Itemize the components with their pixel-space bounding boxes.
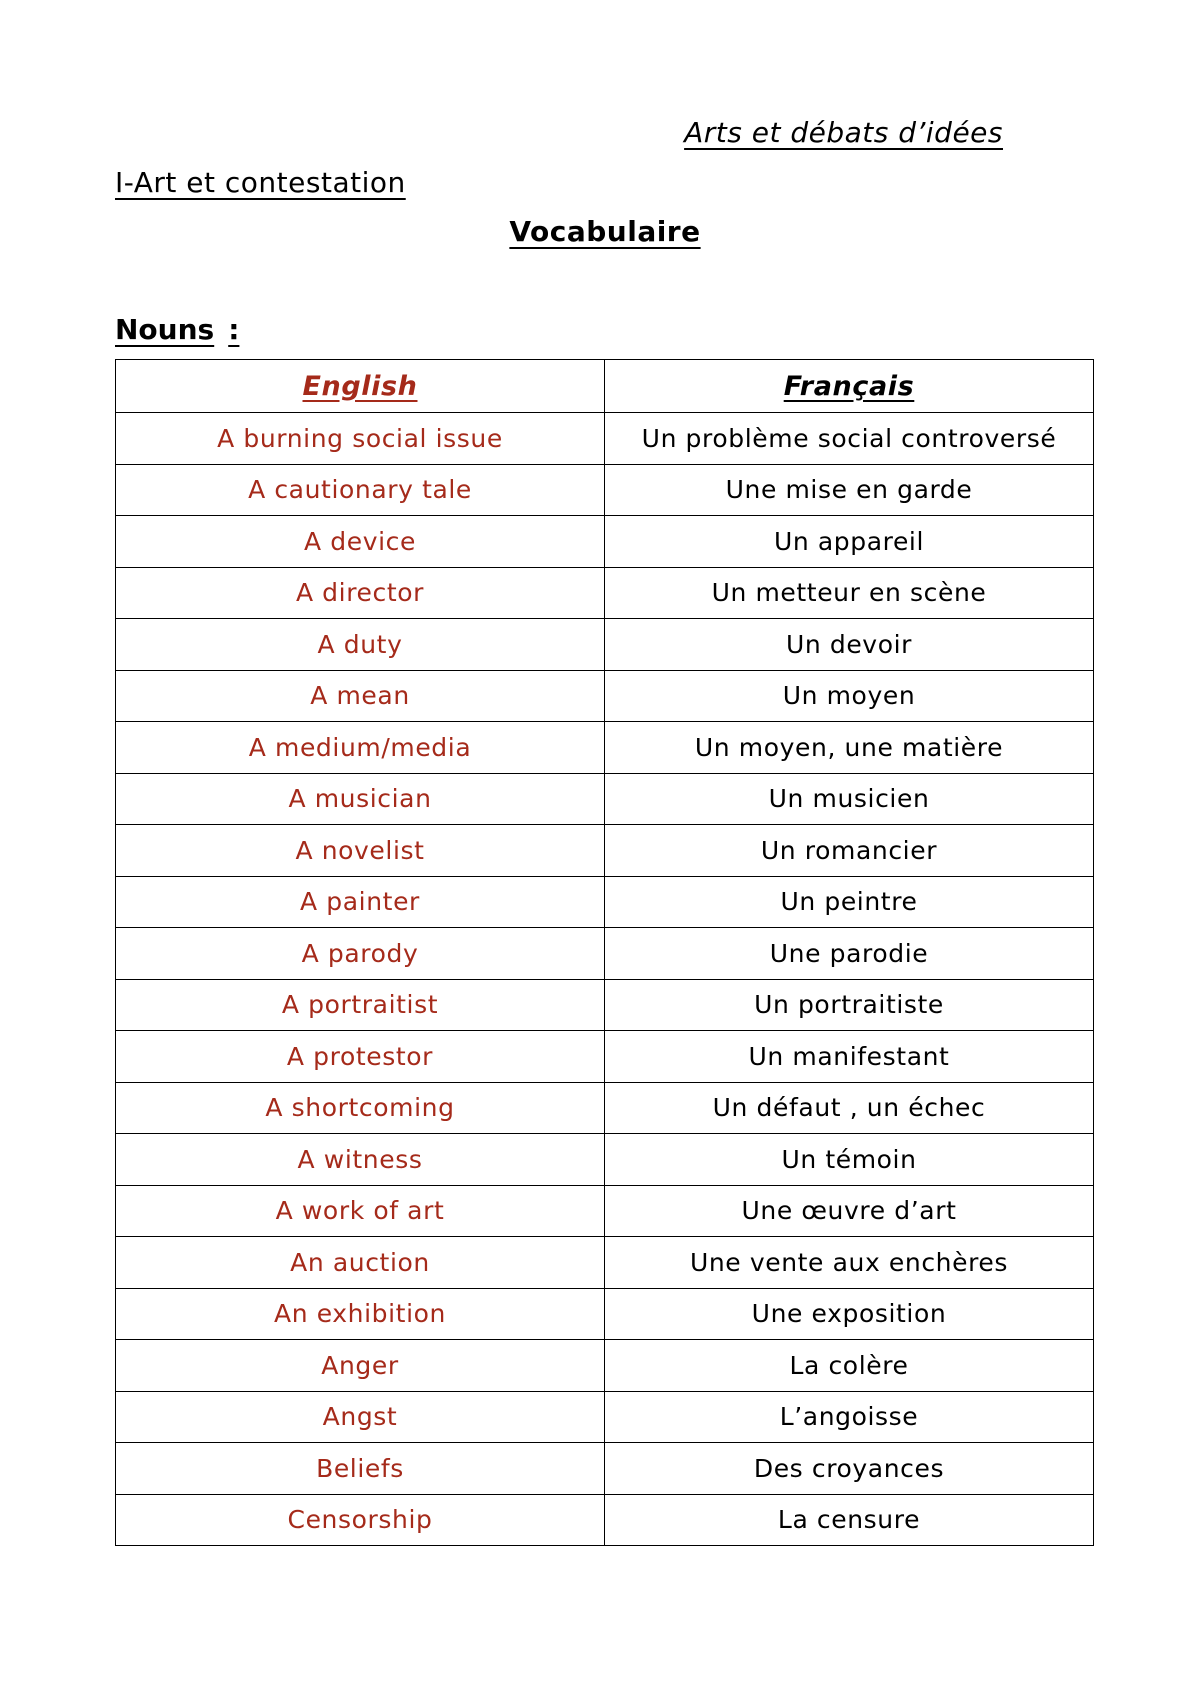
english-term: A cautionary tale: [116, 464, 605, 516]
page-title: Vocabulaire: [509, 215, 701, 248]
english-term: An auction: [116, 1237, 605, 1289]
table-row: [116, 979, 1094, 1031]
table-header-row: [116, 360, 1094, 413]
table-row: [116, 670, 1094, 722]
french-term: Une mise en garde: [605, 464, 1094, 516]
table-row: [116, 1185, 1094, 1237]
english-term: A painter: [116, 876, 605, 928]
english-term: A mean: [116, 670, 605, 722]
english-term: Censorship: [116, 1494, 605, 1546]
french-term: Une exposition: [605, 1288, 1094, 1340]
table-row: [116, 928, 1094, 980]
french-term: Un appareil: [605, 516, 1094, 568]
french-term: Un problème social controversé: [605, 413, 1094, 465]
table-row: [116, 619, 1094, 671]
document-subtitle: Arts et débats d’idées: [684, 116, 1003, 149]
french-term: Un moyen, une matière: [605, 722, 1094, 774]
vocabulary-table-body: [116, 413, 1094, 1546]
french-term: Un metteur en scène: [605, 567, 1094, 619]
english-term: Anger: [116, 1340, 605, 1392]
french-term: Un défaut , un échec: [605, 1082, 1094, 1134]
french-term: La colère: [605, 1340, 1094, 1392]
french-term: Un manifestant: [605, 1031, 1094, 1083]
nouns-colon: :: [228, 313, 240, 346]
english-term: A burning social issue: [116, 413, 605, 465]
english-term: A device: [116, 516, 605, 568]
english-term: A director: [116, 567, 605, 619]
table-row: [116, 1082, 1094, 1134]
french-term: L’angoisse: [605, 1391, 1094, 1443]
english-term: Beliefs: [116, 1443, 605, 1495]
column-header-english: English: [116, 360, 605, 413]
table-row: [116, 825, 1094, 877]
french-term: Un peintre: [605, 876, 1094, 928]
english-term: A portraitist: [116, 979, 605, 1031]
french-term: Un témoin: [605, 1134, 1094, 1186]
table-row: [116, 1340, 1094, 1392]
french-term: Une vente aux enchères: [605, 1237, 1094, 1289]
english-term: Angst: [116, 1391, 605, 1443]
table-row: [116, 1391, 1094, 1443]
table-row: [116, 1134, 1094, 1186]
english-term: An exhibition: [116, 1288, 605, 1340]
english-term: A medium/media: [116, 722, 605, 774]
table-row: [116, 1031, 1094, 1083]
french-term: Un romancier: [605, 825, 1094, 877]
table-row: [116, 876, 1094, 928]
french-term: La censure: [605, 1494, 1094, 1546]
french-term: Un moyen: [605, 670, 1094, 722]
french-term: Une parodie: [605, 928, 1094, 980]
nouns-label-text: Nouns: [115, 313, 215, 346]
column-header-french: Français: [605, 360, 1094, 413]
french-term: Des croyances: [605, 1443, 1094, 1495]
table-row: [116, 773, 1094, 825]
vocabulary-table: [115, 359, 1094, 1546]
english-term: A duty: [116, 619, 605, 671]
english-term: A parody: [116, 928, 605, 980]
table-row: [116, 1494, 1094, 1546]
french-term: Un devoir: [605, 619, 1094, 671]
french-term: Un musicien: [605, 773, 1094, 825]
french-term: Une œuvre d’art: [605, 1185, 1094, 1237]
table-row: [116, 413, 1094, 465]
nouns-heading: [115, 313, 239, 346]
table-row: [116, 1237, 1094, 1289]
english-term: A shortcoming: [116, 1082, 605, 1134]
english-term: A novelist: [116, 825, 605, 877]
table-row: [116, 722, 1094, 774]
english-term: A work of art: [116, 1185, 605, 1237]
table-row: [116, 567, 1094, 619]
table-row: [116, 464, 1094, 516]
table-row: [116, 516, 1094, 568]
french-term: Un portraitiste: [605, 979, 1094, 1031]
english-term: A musician: [116, 773, 605, 825]
english-term: A witness: [116, 1134, 605, 1186]
table-row: [116, 1443, 1094, 1495]
section-title: I-Art et contestation: [115, 166, 406, 199]
english-term: A protestor: [116, 1031, 605, 1083]
table-row: [116, 1288, 1094, 1340]
